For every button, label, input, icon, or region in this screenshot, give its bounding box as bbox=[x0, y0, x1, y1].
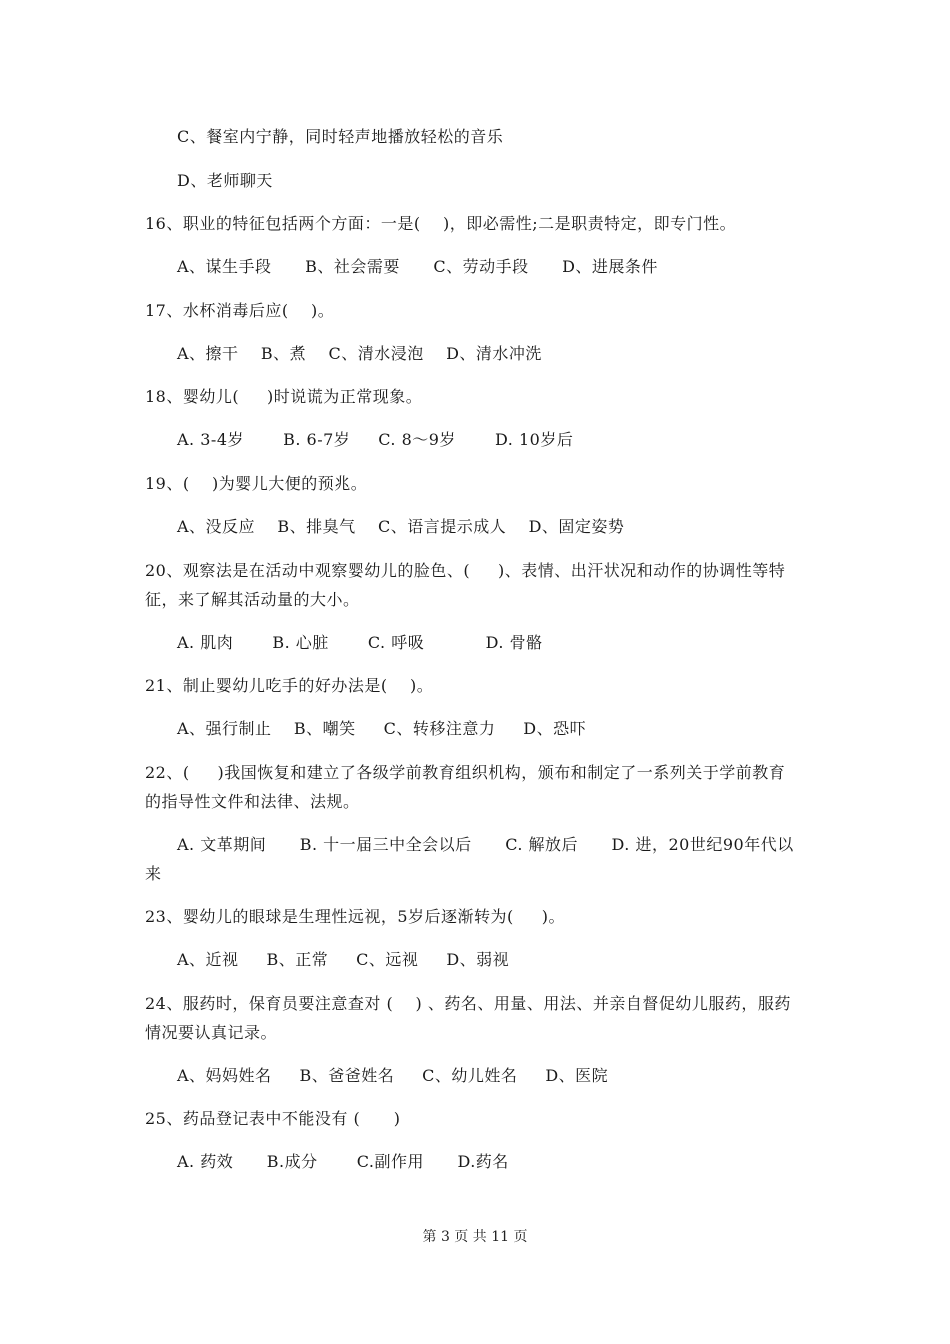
question-18-options: A. 3-4岁 B. 6-7岁 C. 8～9岁 D. 10岁后 bbox=[177, 430, 574, 449]
question-24-options: A、妈妈姓名 B、爸爸姓名 C、幼儿姓名 D、医院 bbox=[177, 1066, 609, 1085]
question-20-line-2: 征，来了解其活动量的大小。 bbox=[145, 590, 360, 609]
question-19-options: A、没反应 B、排臭气 C、语言提示成人 D、固定姿势 bbox=[177, 517, 625, 536]
question-24-line-2: 情况要认真记录。 bbox=[145, 1023, 278, 1042]
question-18: 18、婴幼儿( )时说谎为正常现象。 bbox=[145, 387, 423, 406]
question-16-options: A、谋生手段 B、社会需要 C、劳动手段 D、进展条件 bbox=[177, 257, 658, 276]
question-22-options-line-2: 来 bbox=[145, 864, 162, 883]
question-17-options: A、擦干 B、煮 C、清水浸泡 D、清水冲洗 bbox=[177, 344, 542, 363]
question-25: 25、药品登记表中不能没有 ( ) bbox=[145, 1109, 401, 1128]
question-24-line-1: 24、服药时，保育员要注意查对 ( ) 、药名、用量、用法、并亲自督促幼儿服药，服药 bbox=[145, 994, 791, 1013]
question-22-line-2: 的指导性文件和法律、法规。 bbox=[145, 792, 360, 811]
question-25-options: A. 药效 B.成分 C.副作用 D.药名 bbox=[177, 1152, 509, 1171]
question-22-options-line-1: A. 文革期间 B. 十一届三中全会以后 C. 解放后 D. 进，20世纪90年代以 bbox=[177, 835, 794, 854]
question-21: 21、制止婴幼儿吃手的好办法是( )。 bbox=[145, 676, 434, 695]
question-23: 23、婴幼儿的眼球是生理性远视，5岁后逐渐转为( )。 bbox=[145, 907, 565, 926]
question-23-options: A、近视 B、正常 C、远视 D、弱视 bbox=[177, 950, 510, 969]
question-20-options: A. 肌肉 B. 心脏 C. 呼吸 D. 骨骼 bbox=[177, 633, 543, 652]
question-17: 17、水杯消毒后应( )。 bbox=[145, 301, 335, 320]
prev-question-option-d: D、老师聊天 bbox=[177, 171, 273, 190]
question-22-line-1: 22、( )我国恢复和建立了各级学前教育组织机构，颁布和制定了一系列关于学前教育 bbox=[145, 763, 786, 782]
question-19: 19、( )为婴儿大便的预兆。 bbox=[145, 474, 368, 493]
question-20-line-1: 20、观察法是在活动中观察婴幼儿的脸色、( )、表情、出汗状况和动作的协调性等特 bbox=[145, 561, 786, 580]
question-21-options: A、强行制止 B、嘲笑 C、转移注意力 D、恐吓 bbox=[177, 719, 587, 738]
page-number-footer: 第 3 页 共 11 页 bbox=[422, 1229, 528, 1245]
question-16: 16、职业的特征包括两个方面：一是( )，即必需性;二是职责特定，即专门性。 bbox=[145, 214, 737, 233]
prev-question-option-c: C、餐室内宁静，同时轻声地播放轻松的音乐 bbox=[177, 127, 504, 146]
